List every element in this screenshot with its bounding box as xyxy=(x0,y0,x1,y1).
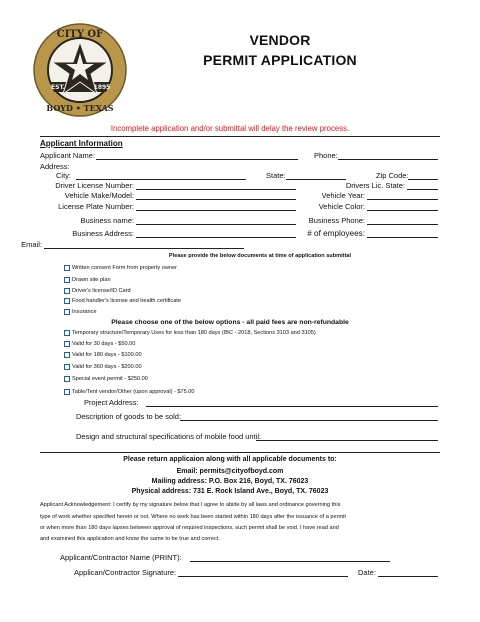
checkbox-option-temporary[interactable] xyxy=(64,330,70,336)
seal-right-text: 1895 xyxy=(93,84,111,91)
seal-left-text: EST. xyxy=(51,84,65,91)
field-applicant-name[interactable] xyxy=(96,159,298,160)
checkbox-doc-site-plan[interactable] xyxy=(64,277,70,283)
field-print-name[interactable] xyxy=(190,561,390,562)
checkbox-option-30-days[interactable] xyxy=(64,341,70,347)
label-vehicle-year: Vehicle Year: xyxy=(321,191,365,200)
label-date: Date: xyxy=(358,568,376,577)
field-zip[interactable] xyxy=(408,179,438,180)
ack-line-4: and examined this application and know the same to be true and correct. xyxy=(40,536,221,542)
label-zip: Zip Code: xyxy=(376,171,409,180)
doc-item-food-handler: Food handler's license and health certificate xyxy=(72,298,181,304)
label-dl-number: Driver License Number: xyxy=(55,181,134,190)
checkbox-option-180-days[interactable] xyxy=(64,352,70,358)
field-dl-state[interactable] xyxy=(407,189,438,190)
return-heading: Please return applicaion along with all applicable documents to: xyxy=(123,456,337,463)
ack-line-1: Applicant Acknowledgement: I certify by my signature below that I agree to abide by all laws and ordinance governing this xyxy=(40,502,341,508)
checkbox-doc-food-handler[interactable] xyxy=(64,298,70,304)
seal-top-text: CITY OF xyxy=(56,29,104,40)
label-address: Address: xyxy=(40,162,70,171)
option-temporary: Temporary structure/Temporary Uses for less than 180 days (IBC - 2018, Sections 3103 and 3105) xyxy=(72,330,316,336)
field-goods[interactable] xyxy=(180,420,438,421)
warning-text: Incomplete application and/or submittal will delay the review process. xyxy=(110,124,350,133)
field-project-address[interactable] xyxy=(146,406,438,407)
field-design[interactable] xyxy=(256,440,438,441)
field-state[interactable] xyxy=(286,179,346,180)
doc-item-license: Driver's license/ID Card xyxy=(72,288,131,294)
return-mailing: Mailing address: P.O. Box 216, Boyd, TX. 76023 xyxy=(151,478,309,485)
field-signature[interactable] xyxy=(178,576,348,577)
label-employees: # of employees: xyxy=(307,229,365,238)
label-print-name: Applicant/Contractor Name (PRINT): xyxy=(60,553,182,562)
label-signature: Applican/Contractor Signature: xyxy=(74,568,177,577)
label-business-address: Business Address: xyxy=(72,229,134,238)
option-180-days: Valid for 180 days - $100.00 xyxy=(72,352,142,358)
doc-item-insurance: Insurance xyxy=(72,309,97,315)
checkbox-doc-insurance[interactable] xyxy=(64,309,70,315)
ack-line-2: type of work whether specified herein or not. Where no work has been started within 180 days after the issuance of a permit xyxy=(40,514,346,520)
label-plate: License Plate Number: xyxy=(58,202,134,211)
label-project-address: Project Address: xyxy=(84,398,139,407)
field-vehicle-color[interactable] xyxy=(367,210,438,211)
field-business-phone[interactable] xyxy=(367,224,438,225)
field-employees[interactable] xyxy=(367,237,438,238)
checkbox-doc-consent[interactable] xyxy=(64,265,70,271)
return-email[interactable]: Email: permits@cityofboyd.com xyxy=(176,468,284,475)
label-business-name: Business name: xyxy=(80,216,134,225)
return-physical: Physical address: 731 E. Rock Island Ave., Boyd, TX. 76023 xyxy=(131,488,329,495)
field-phone[interactable] xyxy=(338,159,438,160)
title-line-1: VENDOR xyxy=(249,32,311,48)
label-goods: Description of goods to be sold: xyxy=(76,412,182,421)
field-city[interactable] xyxy=(76,179,246,180)
label-dl-state: Drivers Lic. State: xyxy=(345,181,405,190)
checkbox-option-360-days[interactable] xyxy=(64,364,70,370)
label-business-phone: Business Phone: xyxy=(308,216,365,225)
label-city: City: xyxy=(56,171,71,180)
label-phone: Phone: xyxy=(314,151,338,160)
label-state: State: xyxy=(266,171,286,180)
return-divider xyxy=(40,452,440,453)
field-email[interactable] xyxy=(44,248,244,249)
doc-item-consent: Written consent Form from property owner xyxy=(72,265,177,271)
doc-item-site-plan: Drawn site plan xyxy=(72,277,111,283)
checkbox-option-special-event[interactable] xyxy=(64,376,70,382)
ack-line-3: or when more than 180 days lapses between approval of required inspections, such permit shall be void. I have read and xyxy=(40,525,339,531)
label-email: Email: xyxy=(21,240,42,249)
option-30-days: Valid for 30 days - $50.00 xyxy=(72,341,136,347)
field-date[interactable] xyxy=(378,576,438,577)
label-design: Design and structural specifications of mobile food until: xyxy=(76,432,262,441)
checkbox-option-table-tent[interactable] xyxy=(64,389,70,395)
option-360-days: Valid for 360 days - $200.00 xyxy=(72,364,142,370)
documents-heading: Please provide the below documents at time of application submittal xyxy=(168,253,352,259)
applicant-section-title: Applicant Information xyxy=(40,139,123,148)
options-heading: Please choose one of the below options - all paid fees are non-refundable xyxy=(111,319,349,326)
option-special-event: Special event permit - $250.00 xyxy=(72,376,148,382)
label-vehicle-color: Vehicle Color: xyxy=(318,202,365,211)
label-applicant-name: Applicant Name: xyxy=(40,151,96,160)
title-line-2: PERMIT APPLICATION xyxy=(203,52,357,68)
field-vehicle-year[interactable] xyxy=(367,199,438,200)
option-table-tent: Table/Tent vendor/Other (upon approval) - $75.00 xyxy=(72,389,195,395)
checkbox-doc-license[interactable] xyxy=(64,288,70,294)
section-divider xyxy=(40,136,440,137)
seal-bottom-text: BOYD • TEXAS xyxy=(46,103,114,113)
label-vehicle-make: Vehicle Make/Model: xyxy=(64,191,134,200)
